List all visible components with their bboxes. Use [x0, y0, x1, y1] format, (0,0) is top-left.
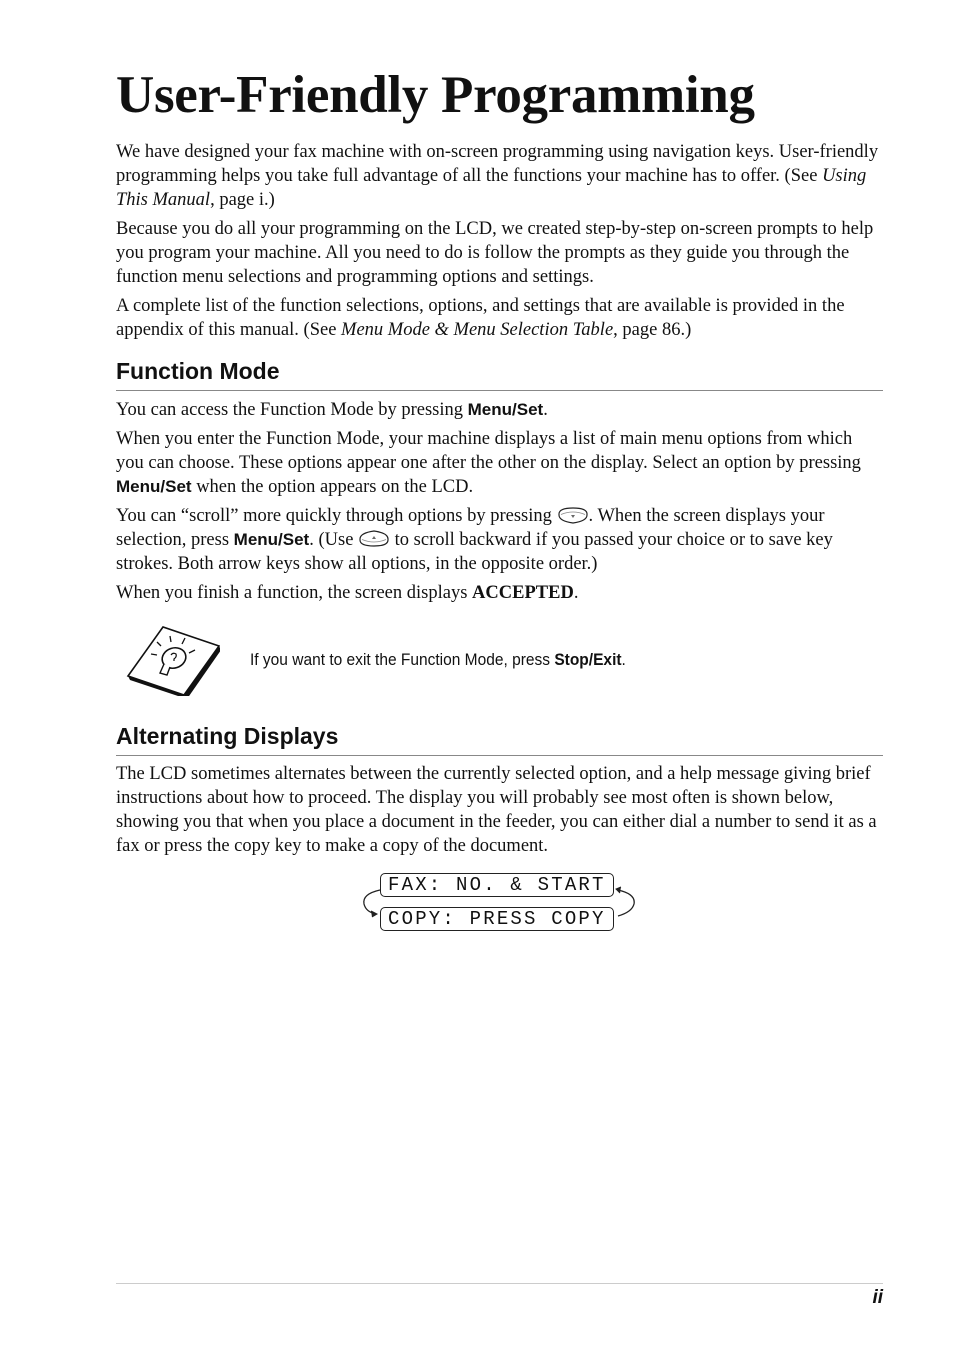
- menu-set-key-label: Menu/Set: [233, 530, 310, 549]
- intro-p1-reference: Using This Manual: [116, 166, 867, 210]
- note-text-a: If you want to exit the Function Mode, press: [250, 651, 555, 669]
- fm-p1-text-b: .: [543, 400, 548, 420]
- function-mode-paragraph-1: [116, 398, 883, 422]
- fm-p3-text-b: . When the screen displays your selection, press: [116, 506, 825, 550]
- fm-p1-text-a: You can access the Function Mode by pressing: [116, 400, 468, 420]
- intro-p1-text-b: , page i.): [210, 190, 275, 210]
- footer-divider: [116, 1283, 883, 1284]
- intro-p3-reference: Menu Mode & Menu Selection Table: [341, 320, 614, 340]
- function-mode-paragraph-2: [116, 427, 883, 499]
- stop-exit-key-label: Stop/Exit: [554, 651, 622, 669]
- intro-p3-text-a: A complete list of the function selections, options, and settings that are available is provided in the appendix of this manual. (See: [116, 296, 845, 340]
- intro-p3-text-b: , page 86.): [613, 320, 692, 340]
- intro-paragraph-3: [116, 294, 883, 342]
- intro-paragraph-2: Because you do all your programming on the LCD, we created step-by-step on-screen prompts to help you program your machine. All you need to do is follow the prompts as they guide you through the function menu selections and programming options and settings.: [116, 219, 874, 287]
- fm-p4-text-b: .: [573, 583, 579, 603]
- menu-set-key-label: Menu/Set: [116, 477, 192, 496]
- function-mode-paragraph-3: [116, 504, 883, 576]
- function-mode-section: [116, 398, 883, 605]
- accepted-label: ACCEPTED: [472, 583, 574, 603]
- scroll-up-key-icon: [358, 529, 390, 549]
- fm-p3-text-d: to scroll backward if you passed your choice or to save key strokes. Both arrow keys show all options, in the opposite order.): [116, 530, 833, 574]
- function-mode-heading: Function Mode: [116, 357, 883, 391]
- note-text: [250, 649, 626, 671]
- alternating-displays-heading: Alternating Displays: [116, 722, 883, 756]
- function-mode-paragraph-4: [116, 581, 883, 605]
- page-number: ii: [872, 1287, 883, 1308]
- lcd-line-1: FAX: NO. & START: [380, 873, 614, 897]
- fm-p2-text-a: When you enter the Function Mode, your machine displays a list of main menu options from which you can choose. These options appear one after the other on the display. Select an option by pressing: [116, 429, 861, 473]
- menu-set-key-label: Menu/Set: [467, 400, 544, 419]
- note-text-b: .: [621, 651, 626, 669]
- alternating-displays-section: [116, 762, 883, 858]
- intro-section: [116, 140, 883, 342]
- fm-p3-text-c: . (Use: [309, 530, 359, 550]
- intro-p1-text-a: We have designed your fax machine with on-screen programming using navigation keys. User-friendly programming helps you take full advantage of all the functions your machine has to offer. (See: [116, 142, 879, 186]
- scroll-down-key-icon: [557, 505, 589, 525]
- fm-p3-text-a: You can “scroll” more quickly through options by pressing: [116, 506, 557, 526]
- page-title: User-Friendly Programming: [116, 66, 755, 124]
- alternating-paragraph-1: The LCD sometimes alternates between the currently selected option, and a help message giving brief instructions about how to proceed. The display you will probably see most often is shown below, showing you that when you place a document in the feeder, you can either dial a number to send it as a fax or press the copy key to make a copy of the document.: [116, 764, 877, 856]
- intro-paragraph-1: [116, 140, 883, 212]
- lcd-line-2: COPY: PRESS COPY: [380, 907, 614, 931]
- lcd-display-diagram: [360, 870, 640, 934]
- fm-p4-text-a: When you finish a function, the screen displays: [116, 583, 473, 603]
- fm-p2-text-b: when the option appears on the LCD.: [191, 477, 474, 497]
- lightbulb-note-icon: [120, 624, 220, 696]
